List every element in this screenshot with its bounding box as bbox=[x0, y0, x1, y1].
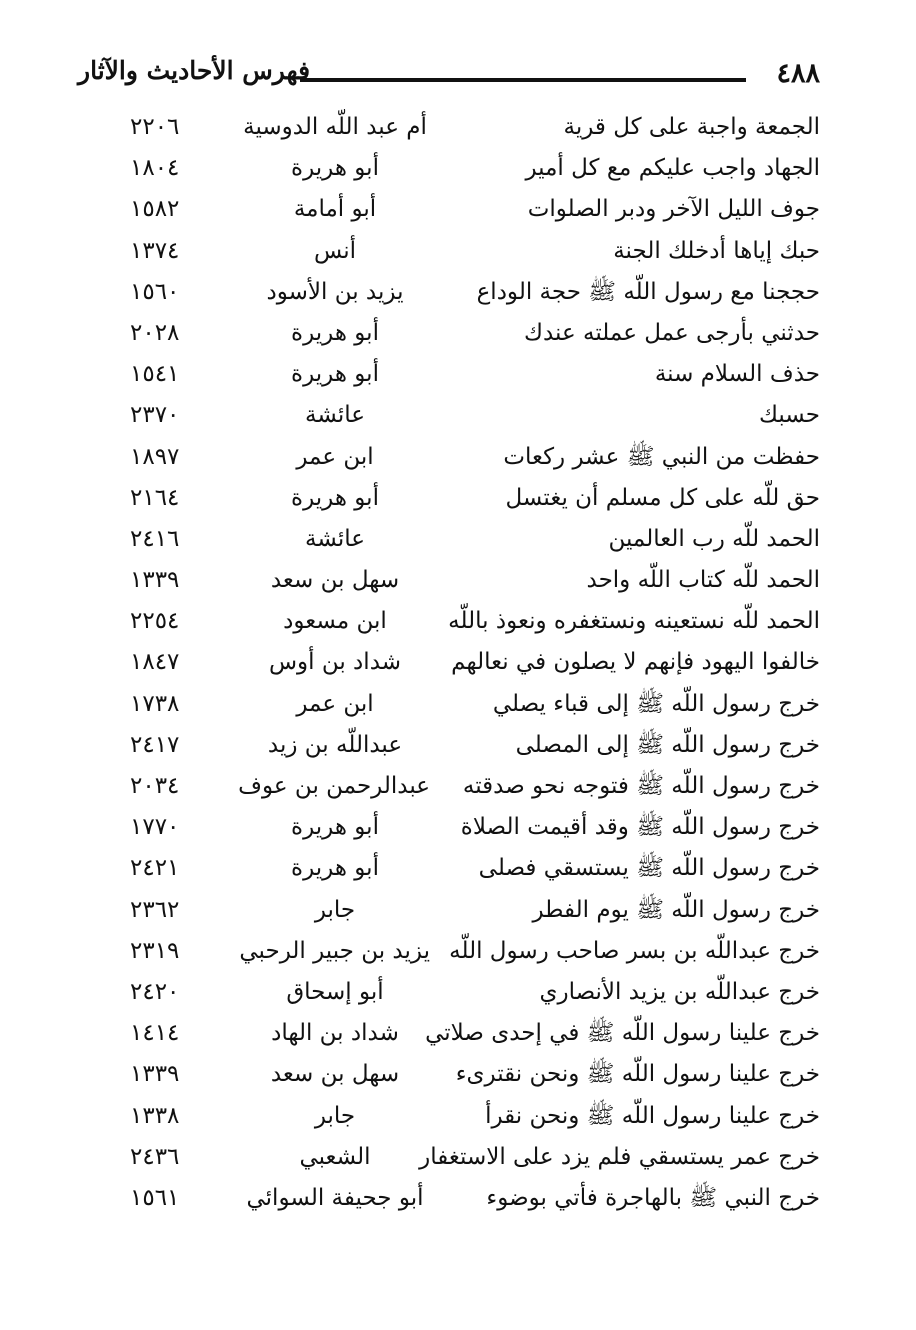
hadith-number: ١٥٨٢ bbox=[130, 196, 180, 223]
hadith-number: ١٣٣٩ bbox=[130, 567, 180, 594]
index-row bbox=[78, 478, 820, 519]
index-row bbox=[78, 189, 820, 230]
hadith-number: ٢٤٢٠ bbox=[130, 978, 180, 1005]
hadith-number: ٢٤٣٦ bbox=[130, 1143, 180, 1170]
hadith-number: ١٧٣٨ bbox=[130, 690, 180, 717]
narrator-name: عبداللّه بن زيد bbox=[267, 731, 403, 758]
hadith-text: الحمد للّه كتاب اللّه واحد bbox=[586, 567, 820, 594]
hadith-number: ٢٠٣٤ bbox=[130, 773, 180, 799]
hadith-number: ١٣٣٩ bbox=[130, 1061, 180, 1088]
hadith-text: خرج عبداللّه بن يزيد الأنصاري bbox=[539, 978, 820, 1005]
index-row bbox=[78, 931, 820, 972]
hadith-number: ١٧٧٠ bbox=[130, 814, 180, 841]
hadith-number: ١٥٦١ bbox=[130, 1184, 180, 1211]
narrator-name: أبو هريرة bbox=[291, 361, 379, 388]
index-row bbox=[78, 766, 820, 807]
index-table bbox=[78, 107, 820, 1219]
index-row bbox=[78, 1137, 820, 1178]
index-row bbox=[78, 848, 820, 889]
index-row bbox=[78, 313, 820, 354]
hadith-number: ٢٤١٧ bbox=[130, 731, 180, 758]
index-row bbox=[78, 807, 820, 848]
narrator-name: أبو إسحاق bbox=[286, 978, 384, 1005]
index-row bbox=[78, 560, 820, 601]
narrator-name: أبو هريرة bbox=[291, 855, 379, 882]
hadith-number: ١٨٩٧ bbox=[130, 443, 180, 470]
hadith-text: خرج النبي ﷺ بالهاجرة فأتي بوضوء bbox=[486, 1184, 820, 1211]
narrator-name: أم عبد اللّه الدوسية bbox=[243, 114, 427, 140]
running-title: فهرس الأحاديث والآثار bbox=[78, 56, 311, 85]
narrator-name: شداد بن الهاد bbox=[271, 1020, 399, 1047]
index-row bbox=[78, 272, 820, 313]
hadith-text: خرج رسول اللّه ﷺ يستسقي فصلى bbox=[478, 855, 820, 882]
narrator-name: ابن عمر bbox=[296, 690, 374, 717]
hadith-number: ١٨٤٧ bbox=[130, 649, 180, 676]
narrator-name: سهل بن سعد bbox=[270, 567, 400, 594]
index-row bbox=[78, 601, 820, 642]
hadith-text: حسبك bbox=[758, 402, 820, 429]
hadith-text: حق للّه على كل مسلم أن يغتسل bbox=[505, 484, 820, 511]
hadith-text: خرج رسول اللّه ﷺ إلى المصلى bbox=[515, 731, 820, 758]
hadith-number: ١٣٧٤ bbox=[130, 237, 180, 264]
hadith-number: ٢٣١٩ bbox=[130, 937, 180, 964]
hadith-number: ١٥٤١ bbox=[130, 361, 180, 388]
hadith-text: خالفوا اليهود فإنهم لا يصلون في نعالهم bbox=[451, 649, 820, 676]
index-row bbox=[78, 684, 820, 725]
index-row bbox=[78, 1013, 820, 1054]
narrator-name: سهل بن سعد bbox=[270, 1061, 400, 1088]
hadith-number: ٢٢٠٦ bbox=[130, 114, 180, 140]
narrator-name: يزيد بن الأسود bbox=[266, 278, 404, 305]
hadith-text: خرج علينا رسول اللّه ﷺ في إحدى صلاتي bbox=[425, 1020, 820, 1047]
narrator-name: عائشة bbox=[305, 402, 365, 429]
hadith-text: الحمد للّه رب العالمين bbox=[608, 525, 820, 552]
narrator-name: أبو أمامة bbox=[293, 196, 377, 223]
narrator-name: الشعبي bbox=[299, 1143, 371, 1170]
index-row bbox=[78, 395, 820, 436]
hadith-number: ٢٣٦٢ bbox=[130, 896, 180, 923]
page-header bbox=[78, 52, 820, 108]
narrator-name: ابن عمر bbox=[296, 443, 374, 470]
hadith-text: خرج عبداللّه بن بسر صاحب رسول اللّه bbox=[449, 937, 820, 964]
hadith-number: ١٣٣٨ bbox=[130, 1102, 180, 1129]
narrator-name: أبو هريرة bbox=[291, 814, 379, 841]
hadith-number: ٢٣٧٠ bbox=[130, 402, 180, 429]
narrator-name: أبو هريرة bbox=[291, 155, 379, 182]
hadith-text: حججنا مع رسول اللّه ﷺ حجة الوداع bbox=[476, 278, 820, 305]
hadith-text: الجمعة واجبة على كل قرية bbox=[563, 114, 820, 140]
hadith-number: ٢١٦٤ bbox=[130, 484, 180, 511]
hadith-text: جوف الليل الآخر ودبر الصلوات bbox=[527, 196, 820, 223]
narrator-name: أنس bbox=[313, 237, 357, 264]
narrator-name: أبو هريرة bbox=[291, 319, 379, 346]
hadith-text: الحمد للّه نستعينه ونستغفره ونعوذ باللّه bbox=[448, 608, 820, 635]
index-row bbox=[78, 107, 820, 148]
hadith-text: حدثني بأرجى عمل عملته عندك bbox=[524, 319, 820, 346]
hadith-text: خرج علينا رسول اللّه ﷺ ونحن نقترىء bbox=[455, 1061, 820, 1088]
hadith-text: خرج رسول اللّه ﷺ فتوجه نحو صدقته bbox=[462, 773, 820, 799]
narrator-name: أبو هريرة bbox=[291, 484, 379, 511]
hadith-text: حبك إياها أدخلك الجنة bbox=[613, 237, 820, 264]
index-row bbox=[78, 519, 820, 560]
narrator-name: عائشة bbox=[305, 525, 365, 552]
index-row bbox=[78, 725, 820, 766]
hadith-text: خرج علينا رسول اللّه ﷺ ونحن نقرأ bbox=[485, 1102, 820, 1129]
page-number: ٤٨٨ bbox=[776, 58, 820, 89]
index-row bbox=[78, 148, 820, 189]
hadith-number: ٢٢٥٤ bbox=[130, 608, 180, 635]
narrator-name: ابن مسعود bbox=[283, 608, 387, 635]
index-row bbox=[78, 642, 820, 683]
index-row bbox=[78, 437, 820, 478]
hadith-text: خرج رسول اللّه ﷺ يوم الفطر bbox=[532, 896, 820, 923]
narrator-name: أبو جحيفة السوائي bbox=[246, 1184, 424, 1211]
hadith-text: حفظت من النبي ﷺ عشر ركعات bbox=[503, 443, 820, 470]
index-row bbox=[78, 354, 820, 395]
hadith-number: ٢٠٢٨ bbox=[130, 319, 180, 346]
hadith-text: حذف السلام سنة bbox=[654, 361, 820, 388]
index-row bbox=[78, 890, 820, 931]
hadith-number: ٢٤٢١ bbox=[130, 855, 180, 882]
hadith-number: ٢٤١٦ bbox=[130, 525, 180, 552]
narrator-name: شداد بن أوس bbox=[268, 649, 402, 676]
hadith-number: ١٤١٤ bbox=[130, 1020, 180, 1047]
narrator-name: جابر bbox=[314, 896, 356, 923]
index-row bbox=[78, 1178, 820, 1219]
hadith-text: خرج عمر يستسقي فلم يزد على الاستغفار bbox=[419, 1143, 820, 1170]
hadith-text: خرج رسول اللّه ﷺ إلى قباء يصلي bbox=[492, 690, 820, 717]
hadith-number: ١٨٠٤ bbox=[130, 155, 180, 182]
index-row bbox=[78, 972, 820, 1013]
index-row bbox=[78, 1096, 820, 1137]
hadith-number: ١٥٦٠ bbox=[130, 278, 180, 305]
narrator-name: عبدالرحمن بن عوف bbox=[238, 773, 430, 799]
hadith-text: خرج رسول اللّه ﷺ وقد أقيمت الصلاة bbox=[460, 814, 820, 841]
index-row bbox=[78, 1054, 820, 1095]
header-rule bbox=[300, 78, 746, 82]
narrator-name: جابر bbox=[314, 1102, 356, 1129]
index-row bbox=[78, 231, 820, 272]
hadith-text: الجهاد واجب عليكم مع كل أمير bbox=[525, 155, 820, 182]
narrator-name: يزيد بن جبير الرحبي bbox=[239, 937, 430, 964]
